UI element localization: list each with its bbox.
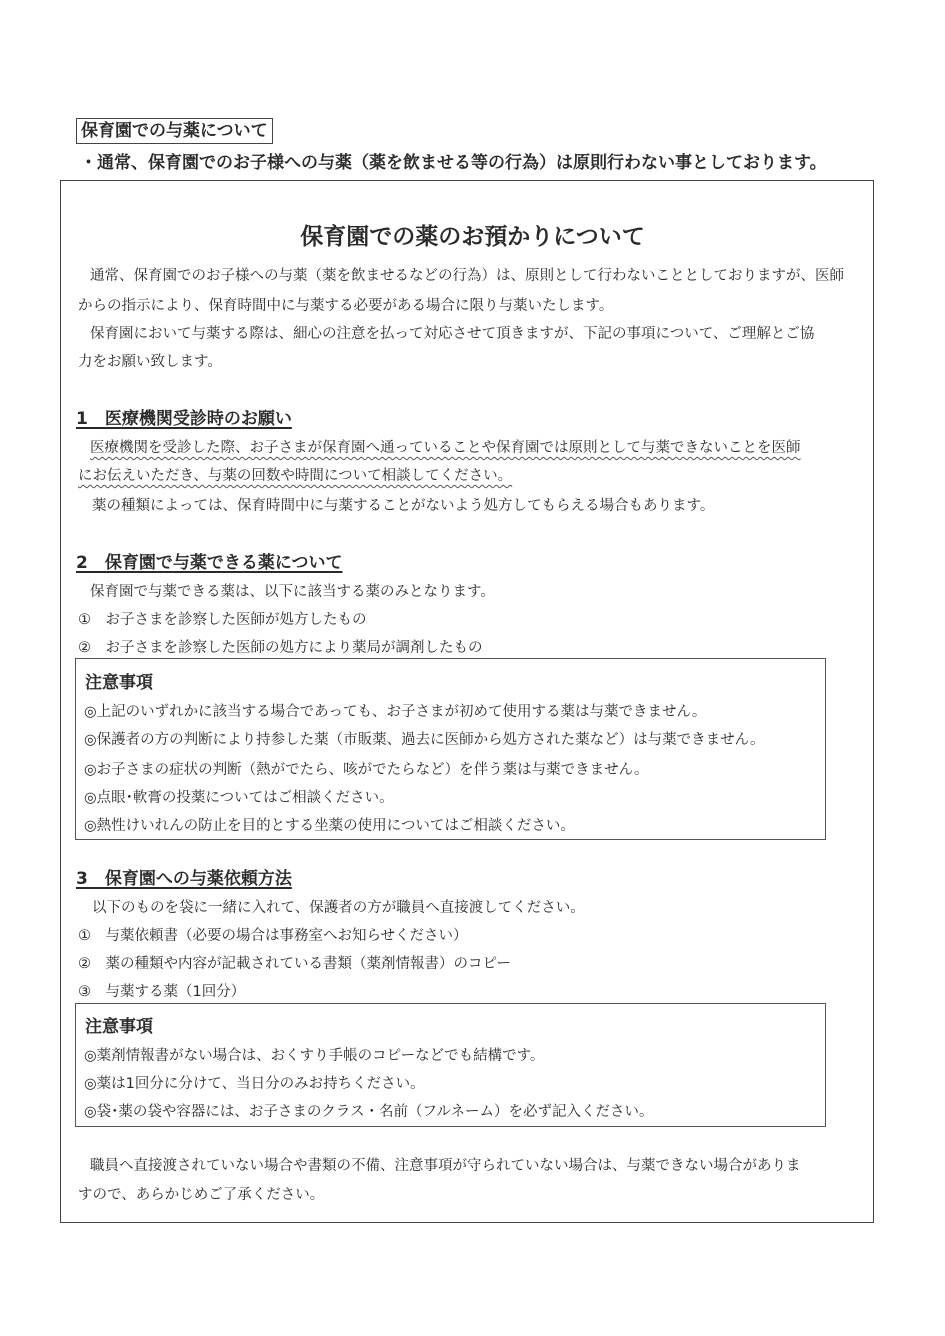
header-note: ・通常、保育園でのお子様への与薬（薬を飲ませる等の行為）は原則行わない事としております。 (80, 153, 827, 173)
section1-line-3: 薬の種類によっては、保育時間中に与薬することがないよう処方してもらえる場合もあります。 (92, 498, 715, 514)
section2-note-5: ◎熱性けいれんの防止を目的とする坐薬の使用についてはご相談ください。 (84, 818, 575, 834)
intro-line-4: 力をお願い致します。 (78, 354, 222, 370)
section2-note-2: ◎保護者の方の判断により持参した薬（市販薬、過去に医師から処方された薬など）は与薬できません。 (84, 732, 765, 748)
closing-line-2: すので、あらかじめご了承ください。 (78, 1187, 325, 1203)
section1-line-1: 医療機関を受診した際、お子さまが保育園へ通っていることや保育園では原則として与薬できないことを医師 (90, 440, 801, 456)
section2-note-3: ◎お子さまの症状の判断（熱がでたら、咳がでたらなど）を伴う薬は与薬できません。 (84, 762, 649, 778)
page-title: 保育園での薬のお預かりについて (300, 224, 645, 250)
section3-heading: 3 保育園への与薬依頼方法 (76, 869, 292, 889)
section3-notes-title: 注意事項 (85, 1017, 153, 1037)
section3-item-2: ② 薬の種類や内容が記載されている書類（薬剤情報書）のコピー (78, 956, 511, 972)
section2-note-4: ◎点眼･軟膏の投薬についてはご相談ください。 (84, 790, 394, 806)
section2-lead: 保育園で与薬できる薬は、以下に該当する薬のみとなります。 (90, 584, 495, 600)
section2-notes-title: 注意事項 (85, 673, 153, 693)
section3-note-3: ◎袋･薬の袋や容器には、お子さまのクラス・名前（フルネーム）を必ず記入ください。 (84, 1104, 654, 1120)
section1-heading: 1 医療機関受診時のお願い (76, 409, 292, 429)
intro-line-2: からの指示により、保育時間中に与薬する必要がある場合に限り与薬いたします。 (78, 298, 614, 314)
section2-item-2: ② お子さまを診察した医師の処方により薬局が調剤したもの (78, 640, 483, 656)
intro-line-3: 保育園において与薬する際は、細心の注意を払って対応させて頂きますが、下記の事項について、ご理解とご協 (90, 326, 815, 342)
header-label: 保育園での与薬について (76, 118, 273, 144)
section2-notes-box (75, 658, 826, 840)
section2-item-1: ① お子さまを診察した医師が処方したもの (78, 612, 367, 628)
section3-note-2: ◎薬は1回分に分けて、当日分のみお持ちください。 (84, 1076, 425, 1092)
section2-note-1: ◎上記のいずれかに該当する場合であっても、お子さまが初めて使用する薬は与薬できません。 (84, 704, 707, 720)
section3-lead: 以下のものを袋に一緒に入れて、保護者の方が職員へ直接渡してください。 (92, 900, 585, 916)
intro-line-1: 通常、保育園でのお子様への与薬（薬を飲ませるなどの行為）は、原則として行わないこととしておりますが、医師 (90, 268, 844, 284)
section3-item-3: ③ 与薬する薬（1回分） (78, 984, 246, 1000)
closing-line-1: 職員へ直接渡されていない場合や書類の不備、注意事項が守られていない場合は、与薬できない場合がありま (90, 1158, 801, 1174)
section3-item-1: ① 与薬依頼書（必要の場合は事務室へお知らせください） (78, 928, 468, 944)
section2-heading: 2 保育園で与薬できる薬について (76, 553, 343, 573)
section1-line-2: にお伝えいただき、与薬の回数や時間について相談してください。 (78, 468, 513, 484)
section3-note-1: ◎薬剤情報書がない場合は、おくすり手帳のコピーなどでも結構です。 (84, 1048, 545, 1064)
